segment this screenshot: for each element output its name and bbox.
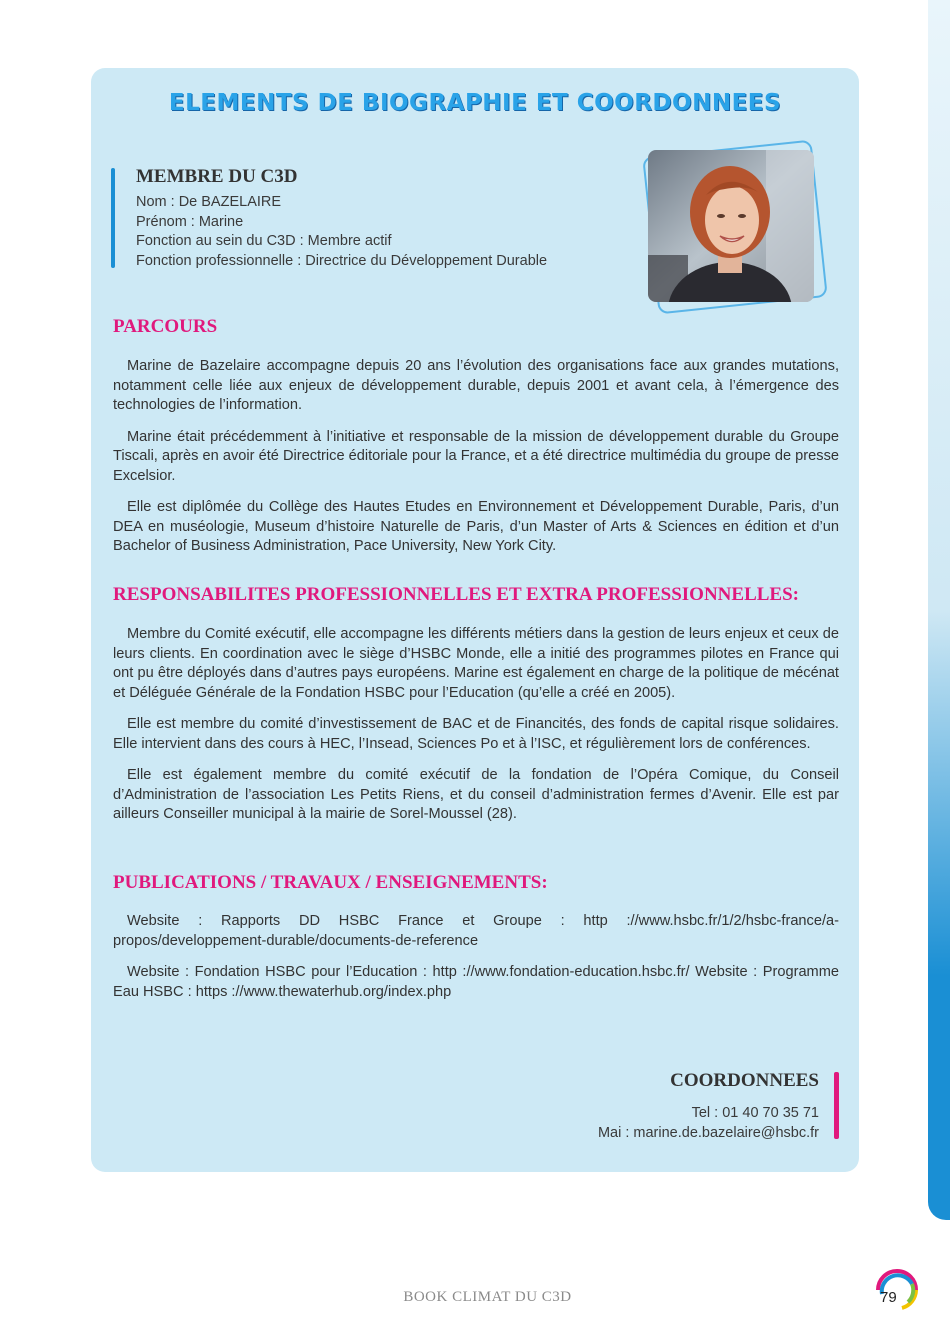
parcours-paragraph: Marine de Bazelaire accompagne depuis 20 ans l’évolution des organisations face aux grandes mutations, notamment celle liée aux enjeux de développement durable, depuis 2001 et avant cela, à l’émergence des technologies de l’information. xyxy=(113,358,839,413)
page-title: ELEMENTS DE BIOGRAPHIE ET COORDONNEES xyxy=(168,90,782,116)
responsabilites-heading: RESPONSABILITES PROFESSIONNELLES ET EXTRA PROFESSIONNELLES: xyxy=(113,584,799,605)
parcours-body xyxy=(113,357,839,569)
coordonnees-block xyxy=(598,1070,819,1143)
publications-paragraph: Website : Fondation HSBC pour l’Education : http ://www.fondation-education.hsbc.fr/ Website : Programme Eau HSBC : https ://www.thewaterhub.org/index.php xyxy=(113,964,839,1000)
page-number: 79 xyxy=(880,1289,897,1306)
parcours-paragraph: Elle est diplômée du Collège des Hautes Etudes en Environnement et Développement Durable, Paris, d’un DEA en muséologie, Museum d’histoire Naturelle de Paris, d’un Master of Arts & Sciences en édition et d’un Bachelor of Business Administration, Pace University, New York City. xyxy=(113,499,839,554)
parcours-paragraph: Marine était précédemment à l’initiative et responsable de la mission de développement durable du Groupe Tiscali, après en avoir été Directrice éditoriale pour la France, et a été directrice multimédia du groupe de presse Excelsior. xyxy=(113,428,839,484)
member-firstname: Prénom : Marine xyxy=(136,213,244,230)
publications-paragraph: Website : Rapports DD HSBC France et Groupe : http ://www.hsbc.fr/1/2/hsbc-france/a-propos/developpement-durable/documents-de-reference xyxy=(113,913,839,949)
side-decoration-strip xyxy=(928,0,950,1220)
parcours-heading: PARCOURS xyxy=(113,316,218,337)
member-name: Nom : De BAZELAIRE xyxy=(136,194,282,210)
member-c3d-function: Fonction au sein du C3D : Membre actif xyxy=(136,233,392,249)
member-accent-bar xyxy=(111,168,115,268)
footer-book-title: BOOK CLIMAT DU C3D xyxy=(403,1289,572,1305)
coordonnees-heading: COORDONNEES xyxy=(670,1070,819,1091)
member-info-block xyxy=(111,166,611,271)
portrait-photo xyxy=(648,150,814,302)
member-professional-function: Fonction professionnelle : Directrice du Développement Durable xyxy=(136,252,548,269)
email-address: Mai : marine.de.bazelaire@hsbc.fr xyxy=(597,1124,819,1141)
responsabilites-paragraph: Membre du Comité exécutif, elle accompagne les différents métiers dans la gestion de leurs enjeux et ceux de leurs clients. En coordination avec le siège d’HSBC Monde, elle a initié des programmes pilotes en France qui ont pu être déployés dans d’autres pays européens. Marine est également en charge de la politique de mécénat et Déléguée Générale de la Fondation HSBC pour l’Education (qu’elle a créé en 2005). xyxy=(113,626,839,701)
coordonnees-accent-bar xyxy=(834,1072,839,1139)
publications-heading: PUBLICATIONS / TRAVAUX / ENSEIGNEMENTS: xyxy=(113,872,548,893)
responsabilites-paragraph: Elle est également membre du comité exécutif de la fondation de l’Opéra Comique, du Conseil d’Administration de l’association Les Petits Riens, et du conseil d’administration fermes d’Avenir. Elle est par ailleurs Conseiller municipal à la mairie de Sorel-Moussel (28). xyxy=(113,767,839,822)
responsabilites-paragraph: Elle est membre du comité d’investissement de BAC et de Financités, des fonds de capital risque solidaires. Elle intervient dans des cours à HEC, l’Insead, Sciences Po et à l’ISC, et régulièrement lors de conférences. xyxy=(113,716,839,752)
phone-number: Tel : 01 40 70 35 71 xyxy=(691,1105,819,1121)
publications-body xyxy=(113,912,839,1014)
member-heading: MEMBRE DU C3D xyxy=(136,166,298,187)
responsabilites-body xyxy=(113,625,839,837)
